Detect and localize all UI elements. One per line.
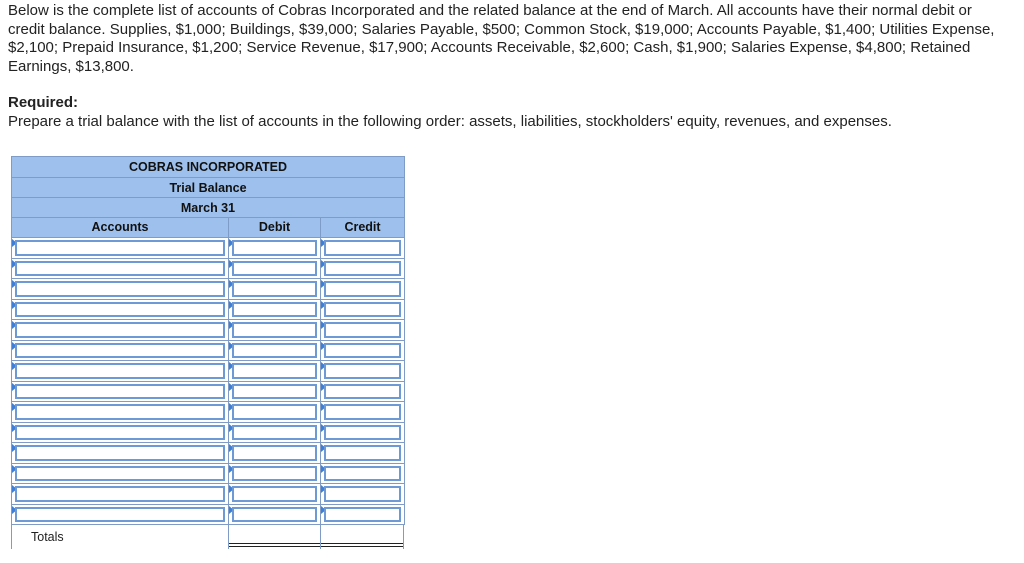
account-input[interactable] [15,466,225,482]
credit-input[interactable] [324,404,401,420]
credit-cell [321,341,404,361]
table-row [12,484,404,505]
debit-cell [229,484,321,504]
debit-cell [229,361,321,381]
entry-rows [11,238,405,525]
table-row [12,505,404,526]
account-cell [12,259,229,279]
table-row [12,423,404,444]
account-cell [12,279,229,299]
totals-label: Totals [12,525,229,549]
credit-input[interactable] [324,486,401,502]
debit-cell [229,505,321,525]
table-row [12,279,404,300]
statement-title: Trial Balance [11,177,405,198]
debit-input[interactable] [232,486,317,502]
required-label: Required: [8,94,79,111]
account-input[interactable] [15,281,225,297]
account-cell [12,238,229,258]
account-cell [12,464,229,484]
table-row [12,464,404,485]
credit-cell [321,402,404,422]
account-input[interactable] [15,322,225,338]
credit-cell [321,464,404,484]
credit-cell [321,423,404,443]
column-headers [11,218,405,239]
debit-input[interactable] [232,445,317,461]
account-input[interactable] [15,240,225,256]
table-row [12,341,404,362]
table-row [12,300,404,321]
debit-input[interactable] [232,404,317,420]
debit-input[interactable] [232,343,317,359]
credit-cell [321,238,404,258]
account-cell [12,341,229,361]
account-cell [12,402,229,422]
credit-cell [321,443,404,463]
account-cell [12,300,229,320]
debit-input[interactable] [232,281,317,297]
debit-cell [229,402,321,422]
account-cell [12,484,229,504]
credit-cell [321,279,404,299]
credit-input[interactable] [324,445,401,461]
credit-input[interactable] [324,240,401,256]
account-input[interactable] [15,486,225,502]
debit-cell [229,320,321,340]
credit-input[interactable] [324,343,401,359]
account-input[interactable] [15,302,225,318]
debit-cell [229,464,321,484]
debit-cell [229,443,321,463]
debit-input[interactable] [232,322,317,338]
debit-column-header: Debit [229,218,321,238]
account-input[interactable] [15,384,225,400]
debit-cell [229,279,321,299]
credit-cell [321,259,404,279]
credit-cell [321,382,404,402]
debit-cell [229,382,321,402]
credit-input[interactable] [324,302,401,318]
credit-input[interactable] [324,425,401,441]
account-input[interactable] [15,261,225,277]
debit-input[interactable] [232,466,317,482]
credit-input[interactable] [324,466,401,482]
credit-cell [321,320,404,340]
debit-cell [229,300,321,320]
account-cell [12,320,229,340]
credit-cell [321,300,404,320]
credit-cell [321,505,404,525]
company-name: COBRAS INCORPORATED [11,156,405,177]
account-input[interactable] [15,404,225,420]
trial-balance-table [11,156,405,549]
account-input[interactable] [15,425,225,441]
total-debit-cell [229,525,321,549]
table-row [12,259,404,280]
credit-column-header: Credit [344,219,381,234]
debit-input[interactable] [232,507,317,523]
credit-input[interactable] [324,363,401,379]
account-cell [12,423,229,443]
account-cell [12,505,229,525]
table-row [12,382,404,403]
account-cell [12,443,229,463]
required-instructions: Prepare a trial balance with the list of accounts in the following order: assets, liabilities, stockholders' equity, revenues, and expenses. [8,113,892,130]
table-row [12,238,404,259]
account-input[interactable] [15,343,225,359]
table-row [12,402,404,423]
account-input[interactable] [15,507,225,523]
debit-input[interactable] [232,425,317,441]
problem-statement: Below is the complete list of accounts of Cobras Incorporated and the related balance at the end of March. All accounts have their normal debit or credit balance. Supplies, $1,000; Buildings, $39,000; Salaries Payable, $500; Common Stock, $19,000; Accounts Payable, $1,400; Utilities Expense, $2,100; Prepaid Insurance, $1,200; Service Revenue, $17,900; Accounts Receivable, $2,600; Cash, $1,900; Salaries Expense, $4,800; Retained Earnings, $13,800. [8,2,995,75]
credit-cell [321,361,404,381]
debit-input[interactable] [232,384,317,400]
debit-cell [229,341,321,361]
credit-input[interactable] [324,507,401,523]
account-input[interactable] [15,445,225,461]
debit-cell [229,238,321,258]
debit-input[interactable] [232,363,317,379]
debit-cell [229,259,321,279]
credit-input[interactable] [324,281,401,297]
credit-input[interactable] [324,261,401,277]
account-cell [12,382,229,402]
debit-cell [229,423,321,443]
table-row [12,443,404,464]
table-row [12,320,404,341]
account-cell [12,361,229,381]
accounts-column-header: Accounts [12,218,229,238]
debit-input[interactable] [232,261,317,277]
table-row [12,361,404,382]
credit-cell [321,484,404,504]
credit-input[interactable] [324,384,401,400]
total-credit-cell [321,525,404,549]
debit-input[interactable] [232,240,317,256]
totals-row [11,525,405,549]
account-input[interactable] [15,363,225,379]
statement-date: March 31 [11,197,405,218]
credit-input[interactable] [324,322,401,338]
debit-input[interactable] [232,302,317,318]
